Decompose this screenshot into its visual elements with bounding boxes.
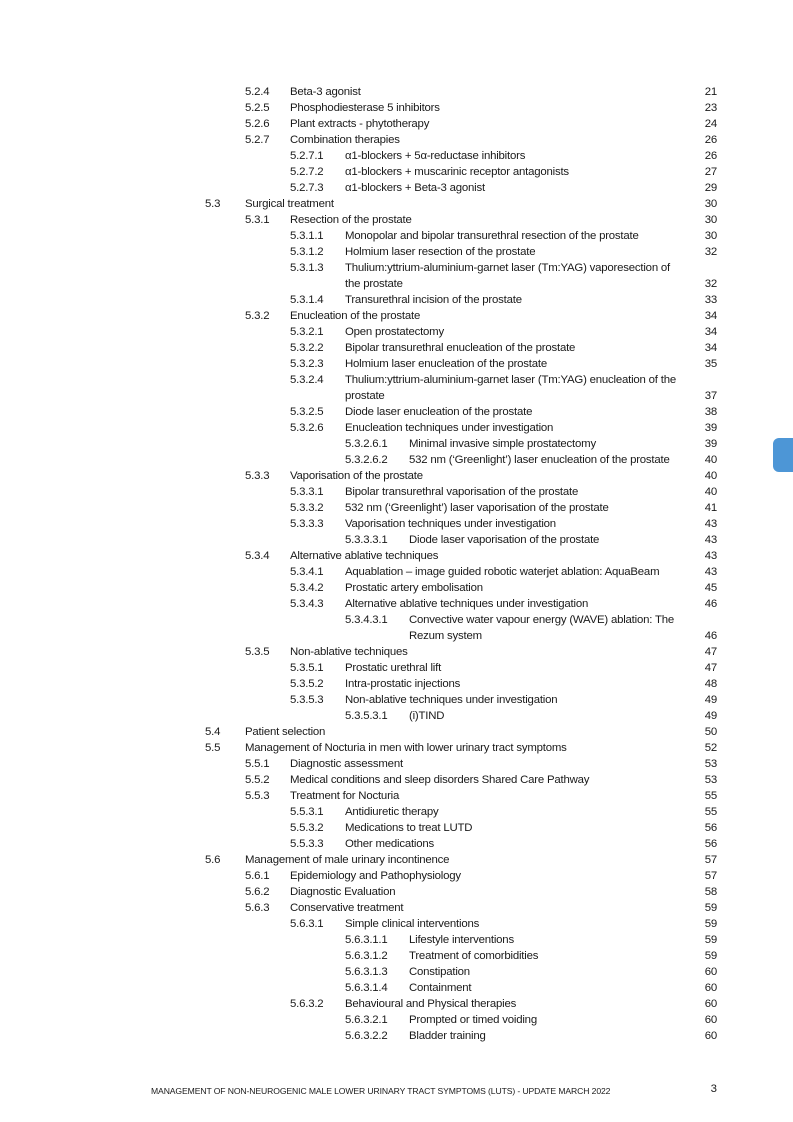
toc-entry-page: 33 (704, 294, 717, 306)
toc-entry-page: 53 (704, 758, 717, 770)
toc-entry[interactable] (0, 660, 793, 676)
toc-entry[interactable] (0, 948, 793, 964)
toc-entry-title: Medications to treat LUTD (345, 822, 473, 834)
toc-entry-title: Diagnostic Evaluation (290, 886, 396, 898)
toc-entry[interactable] (0, 756, 793, 772)
toc-entry-page: 32 (704, 278, 717, 290)
toc-entry-page: 60 (704, 982, 717, 994)
toc-entry-page: 43 (704, 534, 717, 546)
toc-entry-page: 29 (704, 182, 717, 194)
toc-entry-title: Bipolar transurethral enucleation of the prostate (345, 342, 576, 354)
toc-entry-number: 5.3.4 (245, 550, 270, 562)
toc-entry-title: Aquablation – image guided robotic waterjet ablation: AquaBeam (345, 566, 660, 578)
toc-entry-title: 532 nm (‘Greenlight’) laser vaporisation of the prostate (345, 502, 609, 514)
toc-entry[interactable] (0, 708, 793, 724)
toc-entry-page: 30 (704, 214, 717, 226)
toc-entry-page: 49 (704, 710, 717, 722)
toc-entry-page: 30 (704, 230, 717, 242)
toc-entry-page: 47 (704, 662, 717, 674)
toc-entry-page: 57 (704, 870, 717, 882)
toc-entry[interactable] (0, 516, 793, 532)
toc-entry-number: 5.5.3 (245, 790, 270, 802)
toc-entry-page: 24 (704, 118, 717, 130)
toc-entry-title: α1-blockers + 5α-reductase inhibitors (345, 150, 526, 162)
toc-entry-title: Prostatic urethral lift (345, 662, 442, 674)
toc-entry[interactable] (0, 628, 793, 644)
toc-entry-title: Open prostatectomy (345, 326, 444, 338)
toc-entry-number: 5.3.1.4 (290, 294, 324, 306)
toc-entry-number: 5.3.3.1 (290, 486, 324, 498)
toc-entry-number: 5.3.2.6.1 (345, 438, 388, 450)
toc-entry[interactable] (0, 404, 793, 420)
toc-entry-page: 59 (704, 918, 717, 930)
toc-entry-number: 5.6.3.2.1 (345, 1014, 388, 1026)
toc-entry-number: 5.3.4.1 (290, 566, 324, 578)
toc-entry-number: 5.3.3.3.1 (345, 534, 388, 546)
toc-entry-title: Medical conditions and sleep disorders Shared Care Pathway (290, 774, 590, 786)
toc-entry-title: Constipation (409, 966, 470, 978)
toc-entry-page: 46 (704, 630, 717, 642)
toc-entry[interactable] (0, 292, 793, 308)
toc-entry-number: 5.3.5.3 (290, 694, 324, 706)
toc-entry-title: Treatment of comorbidities (409, 950, 539, 962)
toc-entry-title: prostate (345, 390, 385, 402)
toc-entry-page: 59 (704, 934, 717, 946)
toc-entry[interactable] (0, 676, 793, 692)
toc-entry-title: α1-blockers + Beta-3 agonist (345, 182, 485, 194)
toc-entry-number: 5.3.1.2 (290, 246, 324, 258)
toc-entry-page: 59 (704, 902, 717, 914)
toc-entry-title: Enucleation of the prostate (290, 310, 421, 322)
toc-entry-title: Management of Nocturia in men with lower urinary tract symptoms (245, 742, 567, 754)
toc-entry-title: the prostate (345, 278, 403, 290)
toc-entry[interactable] (0, 932, 793, 948)
toc-entry-title: Alternative ablative techniques under investigation (345, 598, 589, 610)
toc-entry-page: 37 (704, 390, 717, 402)
toc-entry-number: 5.3.5.3.1 (345, 710, 388, 722)
toc-entry-page: 34 (704, 310, 717, 322)
toc-entry-page: 56 (704, 822, 717, 834)
toc-entry-title: Vaporisation techniques under investigation (345, 518, 556, 530)
toc-entry-number: 5.6.2 (245, 886, 270, 898)
toc-entry[interactable] (0, 884, 793, 900)
toc-entry-title: 532 nm (‘Greenlight’) laser enucleation of the prostate (409, 454, 670, 466)
toc-entry-title: Prostatic artery embolisation (345, 582, 483, 594)
toc-entry-title: Containment (409, 982, 472, 994)
toc-entry-title: Rezum system (409, 630, 482, 642)
toc-entry[interactable] (0, 612, 793, 628)
toc-entry-page: 26 (704, 150, 717, 162)
toc-entry[interactable] (0, 116, 793, 132)
toc-entry[interactable] (0, 276, 793, 292)
toc-entry-page: 60 (704, 998, 717, 1010)
toc-entry[interactable] (0, 916, 793, 932)
toc-entry-title: Convective water vapour energy (WAVE) ablation: The (409, 614, 674, 626)
toc-entry[interactable] (0, 244, 793, 260)
toc-entry-title: Treatment for Nocturia (290, 790, 400, 802)
toc-entry[interactable] (0, 1012, 793, 1028)
toc-entry-title: Surgical treatment (245, 198, 334, 210)
toc-entry-number: 5.3.2.2 (290, 342, 324, 354)
toc-entry-number: 5.6.3.1.1 (345, 934, 388, 946)
toc-entry-page: 55 (704, 806, 717, 818)
toc-entry[interactable] (0, 372, 793, 388)
toc-entry-page: 32 (704, 246, 717, 258)
toc-entry-page: 55 (704, 790, 717, 802)
toc-entry[interactable] (0, 724, 793, 740)
toc-entry-page: 59 (704, 950, 717, 962)
toc-entry-title: Enucleation techniques under investigation (345, 422, 554, 434)
toc-entry-page: 45 (704, 582, 717, 594)
toc-entry-title: (i)TIND (409, 710, 445, 722)
toc-entry-title: Alternative ablative techniques (290, 550, 439, 562)
toc-entry-number: 5.6.3.1.2 (345, 950, 388, 962)
toc-entry[interactable] (0, 452, 793, 468)
toc-entry[interactable] (0, 148, 793, 164)
toc-entry-number: 5.2.6 (245, 118, 270, 130)
toc-entry[interactable] (0, 260, 793, 276)
toc-entry-title: Thulium:yttrium-aluminium-garnet laser (Tm:YAG) vaporesection of (345, 262, 671, 274)
toc-entry[interactable] (0, 692, 793, 708)
toc-entry-page: 57 (704, 854, 717, 866)
toc-entry-number: 5.6 (205, 854, 221, 866)
toc-entry-number: 5.3.3.3 (290, 518, 324, 530)
toc-entry-number: 5.3.2 (245, 310, 270, 322)
toc-entry[interactable] (0, 196, 793, 212)
toc-entry[interactable] (0, 420, 793, 436)
toc-entry-number: 5.6.3 (245, 902, 270, 914)
toc-entry-page: 34 (704, 342, 717, 354)
toc-entry-title: Holmium laser resection of the prostate (345, 246, 536, 258)
toc-entry-title: Diagnostic assessment (290, 758, 403, 770)
toc-entry-title: Vaporisation of the prostate (290, 470, 423, 482)
toc-entry-page: 40 (704, 454, 717, 466)
toc-entry-number: 5.5.3.1 (290, 806, 324, 818)
toc-entry[interactable] (0, 788, 793, 804)
toc-entry-title: α1-blockers + muscarinic receptor antagonists (345, 166, 569, 178)
toc-entry-number: 5.3.4.3 (290, 598, 324, 610)
toc-entry-number: 5.3.2.3 (290, 358, 324, 370)
toc-entry-title: Bladder training (409, 1030, 486, 1042)
toc-entry-title: Bipolar transurethral vaporisation of the prostate (345, 486, 579, 498)
footer-document-title: MANAGEMENT OF NON-NEUROGENIC MALE LOWER URINARY TRACT SYMPTOMS (LUTS) - UPDATE MARCH 2022 (151, 1086, 611, 1096)
toc-entry-number: 5.5.1 (245, 758, 270, 770)
toc-entry-title: Holmium laser enucleation of the prostate (345, 358, 548, 370)
toc-entry-number: 5.3.5.1 (290, 662, 324, 674)
toc-entry-title: Conservative treatment (290, 902, 404, 914)
toc-entry-number: 5.3.5 (245, 646, 270, 658)
toc-entry-number: 5.6.3.2.2 (345, 1030, 388, 1042)
toc-entry-title: Beta-3 agonist (290, 86, 361, 98)
toc-entry-page: 49 (704, 694, 717, 706)
toc-entry-title: Thulium:yttrium-aluminium-garnet laser (Tm:YAG) enucleation of the (345, 374, 676, 386)
toc-entry-page: 39 (704, 422, 717, 434)
toc-entry-title: Plant extracts - phytotherapy (290, 118, 430, 130)
toc-entry-page: 50 (704, 726, 717, 738)
toc-entry-number: 5.3.3.2 (290, 502, 324, 514)
toc-entry[interactable] (0, 1028, 793, 1044)
toc-entry-page: 60 (704, 1014, 717, 1026)
toc-entry[interactable] (0, 356, 793, 372)
toc-entry[interactable] (0, 100, 793, 116)
toc-entry-page: 23 (704, 102, 717, 114)
toc-entry-page: 56 (704, 838, 717, 850)
toc-entry-number: 5.2.7.2 (290, 166, 324, 178)
toc-entry-title: Simple clinical interventions (345, 918, 480, 930)
toc-entry-number: 5.3.1.1 (290, 230, 324, 242)
toc-entry[interactable] (0, 388, 793, 404)
toc-entry-page: 21 (704, 86, 717, 98)
toc-entry-page: 35 (704, 358, 717, 370)
toc-entry[interactable] (0, 596, 793, 612)
toc-entry-title: Patient selection (245, 726, 326, 738)
toc-entry-page: 60 (704, 966, 717, 978)
toc-entry[interactable] (0, 132, 793, 148)
toc-entry-title: Minimal invasive simple prostatectomy (409, 438, 596, 450)
toc-entry-title: Non-ablative techniques (290, 646, 408, 658)
toc-entry[interactable] (0, 532, 793, 548)
toc-entry-page: 40 (704, 486, 717, 498)
toc-entry-title: Antidiuretic therapy (345, 806, 439, 818)
toc-entry-title: Resection of the prostate (290, 214, 412, 226)
toc-entry-number: 5.3.2.1 (290, 326, 324, 338)
toc-entry[interactable] (0, 852, 793, 868)
toc-entry[interactable] (0, 820, 793, 836)
toc-entry-title: Transurethral incision of the prostate (345, 294, 522, 306)
toc-entry-title: Phosphodiesterase 5 inhibitors (290, 102, 440, 114)
toc-entry-page: 43 (704, 518, 717, 530)
toc-entry-page: 47 (704, 646, 717, 658)
toc-entry-number: 5.2.4 (245, 86, 270, 98)
toc-entry[interactable] (0, 548, 793, 564)
toc-entry-title: Management of male urinary incontinence (245, 854, 450, 866)
toc-entry-number: 5.3 (205, 198, 221, 210)
toc-entry[interactable] (0, 500, 793, 516)
toc-entry-title: Diode laser enucleation of the prostate (345, 406, 533, 418)
toc-entry-title: Lifestyle interventions (409, 934, 514, 946)
toc-entry[interactable] (0, 484, 793, 500)
toc-entry-number: 5.3.5.2 (290, 678, 324, 690)
toc-entry[interactable] (0, 964, 793, 980)
toc-entry[interactable] (0, 164, 793, 180)
toc-entry[interactable] (0, 980, 793, 996)
toc-entry[interactable] (0, 772, 793, 788)
toc-entry[interactable] (0, 996, 793, 1012)
toc-entry[interactable] (0, 644, 793, 660)
toc-entry-number: 5.3.2.6 (290, 422, 324, 434)
toc-entry-page: 43 (704, 550, 717, 562)
toc-entry-page: 43 (704, 566, 717, 578)
toc-entry-number: 5.2.7.1 (290, 150, 324, 162)
toc-entry-title: Monopolar and bipolar transurethral resection of the prostate (345, 230, 639, 242)
toc-entry-number: 5.3.2.6.2 (345, 454, 388, 466)
toc-entry-title: Epidemiology and Pathophysiology (290, 870, 461, 882)
toc-entry-number: 5.2.7 (245, 134, 270, 146)
toc-entry[interactable] (0, 340, 793, 356)
toc-entry-number: 5.3.4.2 (290, 582, 324, 594)
toc-entry-number: 5.5.2 (245, 774, 270, 786)
toc-entry-number: 5.6.3.1.4 (345, 982, 388, 994)
toc-entry-number: 5.6.3.2 (290, 998, 324, 1010)
toc-entry-number: 5.3.4.3.1 (345, 614, 388, 626)
table-of-contents (0, 84, 793, 1044)
toc-entry-page: 38 (704, 406, 717, 418)
toc-entry-number: 5.2.5 (245, 102, 270, 114)
toc-entry-title: Non-ablative techniques under investigation (345, 694, 558, 706)
footer-page-number: 3 (710, 1083, 717, 1095)
toc-entry[interactable] (0, 836, 793, 852)
toc-entry[interactable] (0, 580, 793, 596)
toc-entry-number: 5.6.3.1 (290, 918, 324, 930)
toc-entry-title: Behavioural and Physical therapies (345, 998, 517, 1010)
toc-entry-page: 48 (704, 678, 717, 690)
toc-entry[interactable] (0, 436, 793, 452)
toc-entry-title: Prompted or timed voiding (409, 1014, 537, 1026)
toc-entry-title: Combination therapies (290, 134, 400, 146)
toc-entry-page: 26 (704, 134, 717, 146)
toc-entry-number: 5.5.3.2 (290, 822, 324, 834)
toc-entry-number: 5.3.1 (245, 214, 270, 226)
toc-entry[interactable] (0, 308, 793, 324)
toc-entry-number: 5.5 (205, 742, 221, 754)
toc-entry-page: 58 (704, 886, 717, 898)
toc-entry-page: 30 (704, 198, 717, 210)
toc-entry[interactable] (0, 868, 793, 884)
toc-entry-page: 52 (704, 742, 717, 754)
toc-entry-number: 5.3.1.3 (290, 262, 324, 274)
toc-entry-number: 5.3.3 (245, 470, 270, 482)
toc-entry[interactable] (0, 900, 793, 916)
toc-entry-page: 40 (704, 470, 717, 482)
toc-entry-title: Other medications (345, 838, 435, 850)
toc-entry-page: 53 (704, 774, 717, 786)
toc-entry[interactable] (0, 564, 793, 580)
toc-entry[interactable] (0, 740, 793, 756)
toc-entry-number: 5.5.3.3 (290, 838, 324, 850)
toc-entry[interactable] (0, 212, 793, 228)
toc-entry-page: 60 (704, 1030, 717, 1042)
toc-entry[interactable] (0, 804, 793, 820)
toc-entry-page: 34 (704, 326, 717, 338)
toc-entry-title: Diode laser vaporisation of the prostate (409, 534, 600, 546)
toc-entry-number: 5.3.2.5 (290, 406, 324, 418)
toc-entry-number: 5.6.1 (245, 870, 270, 882)
toc-entry[interactable] (0, 180, 793, 196)
toc-entry-page: 46 (704, 598, 717, 610)
chapter-tab-marker (773, 438, 793, 472)
toc-entry[interactable] (0, 324, 793, 340)
toc-entry-page: 41 (704, 502, 717, 514)
toc-entry[interactable] (0, 468, 793, 484)
toc-entry-page: 27 (704, 166, 717, 178)
toc-entry-number: 5.6.3.1.3 (345, 966, 388, 978)
toc-entry-number: 5.2.7.3 (290, 182, 324, 194)
toc-entry[interactable] (0, 84, 793, 100)
toc-entry-page: 39 (704, 438, 717, 450)
toc-entry-number: 5.4 (205, 726, 221, 738)
toc-entry-title: Intra-prostatic injections (345, 678, 461, 690)
toc-entry[interactable] (0, 228, 793, 244)
toc-entry-number: 5.3.2.4 (290, 374, 324, 386)
